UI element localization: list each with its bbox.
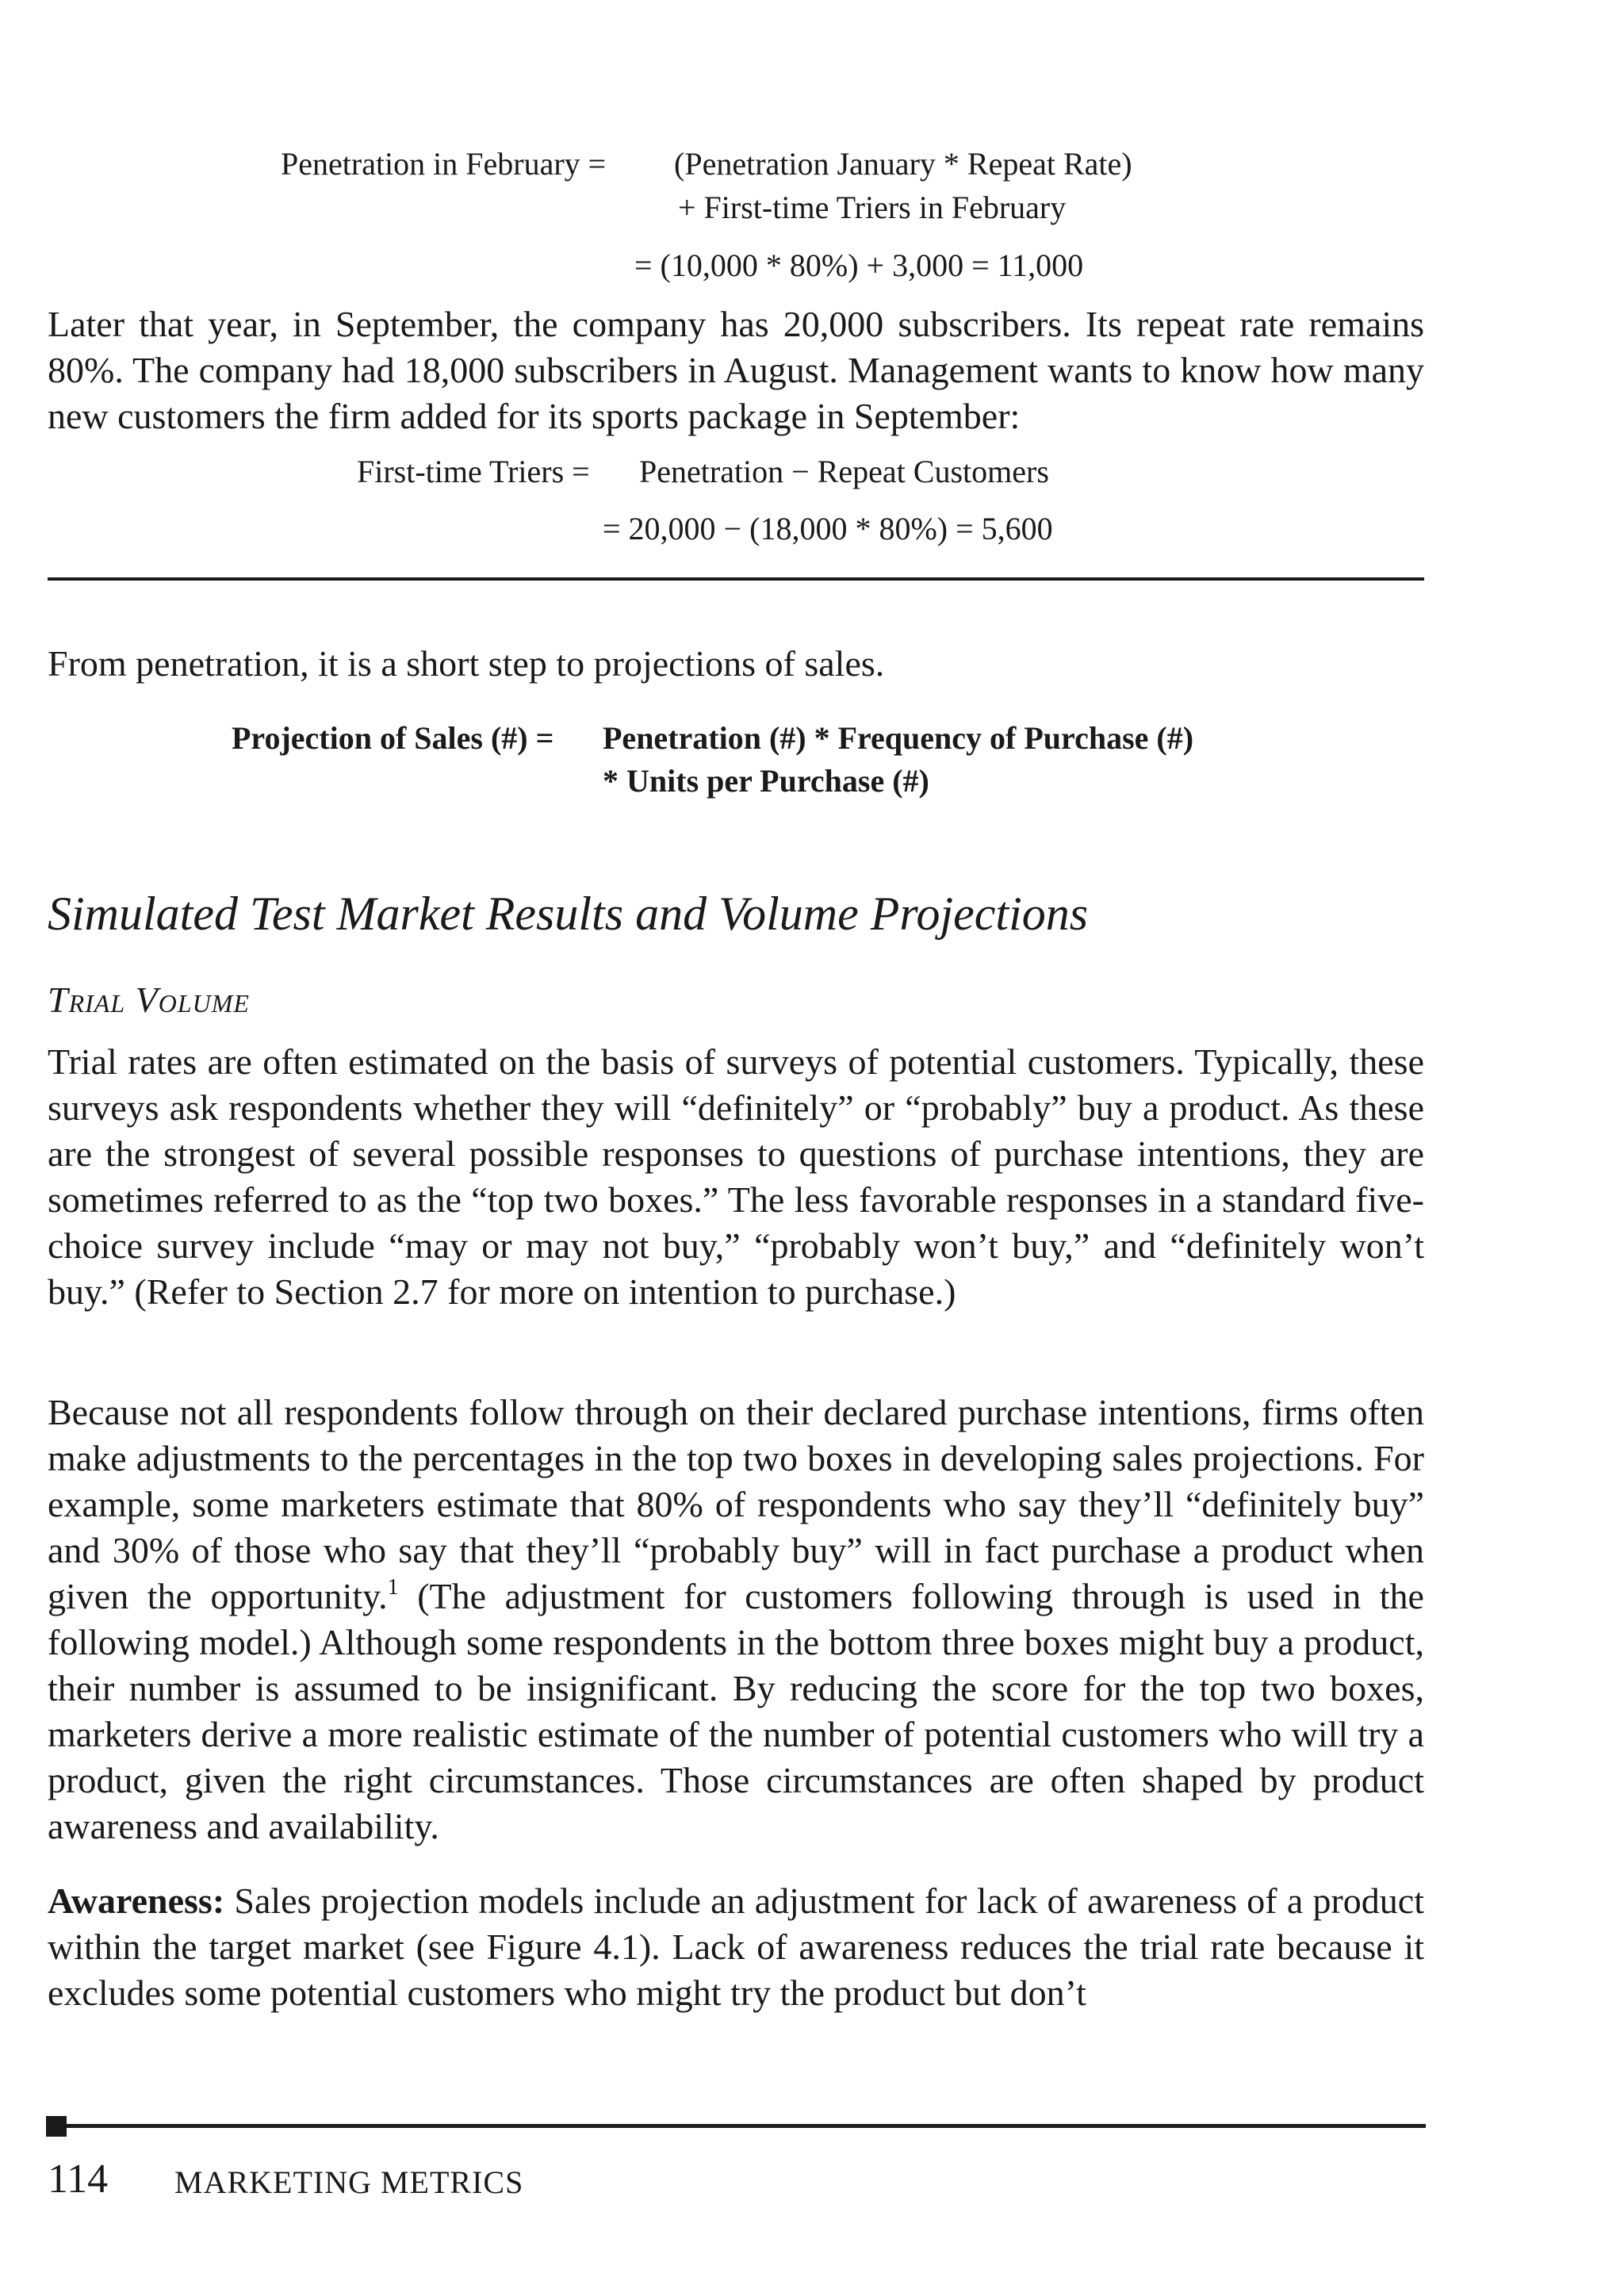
equation-2-lhs: First-time Triers = [357, 454, 590, 489]
example-divider [48, 577, 1424, 581]
awareness-text: Sales projection models include an adjustment for lack of awareness of a product within the target market (see Figure 4.1). Lack of awareness reduces the trial rate because it excludes some potential customers who might try the product but don’t [48, 1880, 1424, 2013]
paragraph-trial-rates: Trial rates are often estimated on the basis of surveys of potential customers. Typically, these surveys ask respondents whether they will “definitely” or “probably” buy a product. As these are the strongest of several possible responses to questions of purchase intentions, they are sometimes referred to as the “top two boxes.” The less favorable responses in a standard five-choice survey include “may or may not buy,” “probably won’t buy,” and “definitely won’t buy.” (Refer to Section 2.7 for more on intention to purchase.) [48, 1041, 1424, 1312]
paragraph-adjustments-part-1: Because not all respondents follow through on their declared purchase intentions, firms often make adjustments to the percentages in the top two boxes in developing sales projections. For example, some marketers estimate that 80% of respondents who say they’ll “definitely buy” and 30% of those who say that they’ll “probably buy” will in fact purchase a product when given the opportunity. [48, 1392, 1424, 1616]
equation-1-line-2: + First-time Triers in February [678, 190, 1067, 225]
section-title: Simulated Test Market Results and Volume Projections [48, 887, 1089, 940]
equation-1-line-1: (Penetration January * Repeat Rate) [674, 146, 1132, 182]
equation-2-line-2: = 20,000 − (18,000 * 80%) = 5,600 [603, 511, 1053, 546]
equation-2-line-1: Penetration − Repeat Customers [639, 454, 1049, 489]
paragraph-september: Later that year, in September, the company has 20,000 subscribers. Its repeat rate remains 80%. The company had 18,000 subscribers in August. Management wants to know how many new customers the firm added for its sports package in September: [48, 304, 1424, 436]
paragraph-projection-intro: From penetration, it is a short step to projections of sales. [48, 643, 885, 684]
formula-line-2: * Units per Purchase (#) [603, 763, 929, 799]
formula-line-1: Penetration (#) * Frequency of Purchase (#) [603, 720, 1194, 756]
awareness-label: Awareness: [48, 1880, 225, 1921]
subsection-title: Trial Volume [48, 979, 250, 1020]
formula-lhs: Projection of Sales (#) = [232, 720, 554, 756]
paragraph-adjustments [48, 1390, 1424, 1850]
footnote-reference[interactable]: 1 [387, 1575, 399, 1600]
running-head: MARKETING METRICS [174, 2164, 524, 2200]
page-number: 114 [48, 2156, 109, 2202]
footer-rule [46, 2124, 1426, 2128]
equation-1-line-3: = (10,000 * 80%) + 3,000 = 11,000 [634, 247, 1084, 283]
paragraph-adjustments-part-2: (The adjustment for customers following through is used in the following model.) Although some respondents in the bottom three boxes might buy a product, their number is assumed to be insignificant. By reducing the score for the top two boxes, marketers derive a more realistic estimate of the number of potential customers who will try a product, given the right circumstances. Those circumstances are often shaped by product awareness and availability. [48, 1576, 1424, 1846]
equation-1-lhs: Penetration in February = [281, 146, 607, 182]
paragraph-awareness [48, 1878, 1424, 2016]
